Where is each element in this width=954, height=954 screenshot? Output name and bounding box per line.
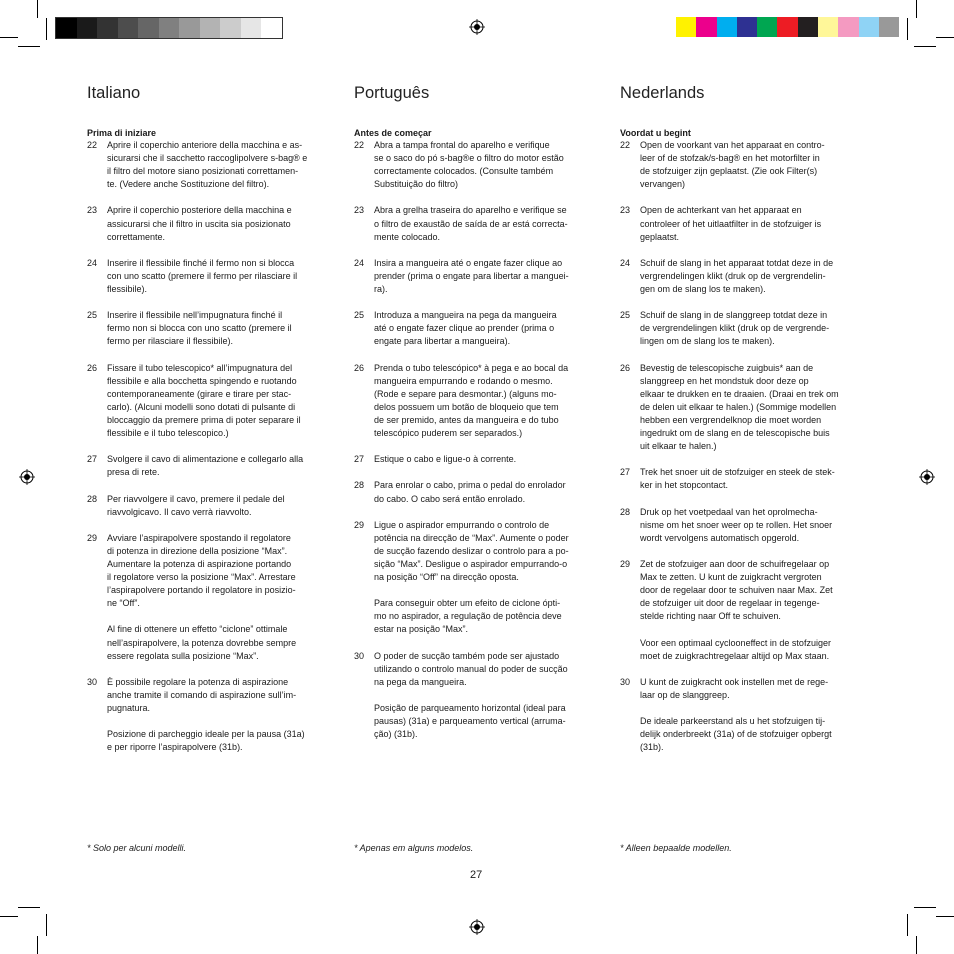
step-number: 28 (620, 506, 631, 517)
instruction-item (620, 204, 867, 243)
footnote: * Alleen bepaalde modellen. (620, 843, 732, 853)
crop-mark (914, 907, 936, 908)
step-number: 29 (620, 559, 631, 569)
instruction-item (620, 362, 867, 454)
gray-swatch (179, 18, 200, 38)
step-number: 26 (354, 362, 365, 373)
step-text: Estique o cabo e ligue-o à corrente. (374, 454, 517, 465)
step-number: 28 (87, 493, 98, 504)
step-number: 30 (87, 676, 98, 687)
step-text: Para enrolar o cabo, prima o pedal do enrolador do cabo. O cabo será então enrolado. (374, 480, 566, 504)
step-number: 25 (354, 310, 365, 321)
step-text: Open de voorkant van het apparaat en contro- leer of de stofzak/s-bag® en het motorfilter in de stofzuiger zijn geplaatst. (Zie ook Filter(s) vervangen) (640, 140, 825, 190)
step-number: 22 (354, 140, 365, 150)
color-swatch (757, 17, 777, 37)
step-text: Trek het snoer uit de stofzuiger en steek de stek- ker in het stopcontact. (640, 467, 835, 491)
step-number: 25 (87, 310, 98, 321)
step-text: Introduza a mangueira na pega da mangueira até o engate fazer clique ao prender (prima o engate para libertar a mangueira). (374, 310, 557, 347)
instruction-item (620, 257, 867, 296)
step-text: Schuif de slang in de slanggreep totdat deze in de vergrendelingen klikt (druk op de vergrende- lingen om de slang los te maken). (640, 310, 830, 347)
crop-mark (37, 0, 38, 18)
color-calibration-bar (676, 17, 899, 37)
instruction-item (87, 453, 334, 479)
step-number: 29 (87, 532, 98, 543)
color-swatch (838, 17, 858, 37)
step-number: 30 (354, 650, 365, 661)
gray-swatch (97, 18, 118, 38)
step-text: O poder de sucção também pode ser ajustado utilizando o controlo manual do poder de sucção na pega da mangueira. Posição de parqueamento horizontal (ideal para pausas) (31a) e parqueamento vertical (arruma- ção) (31b). (374, 650, 568, 740)
crop-mark (18, 907, 40, 908)
crop-mark (46, 18, 47, 40)
instruction-item (87, 676, 334, 755)
section-heading: Antes de começar (354, 128, 432, 138)
step-text: Bevestig de telescopische zuigbuis* aan de slanggreep en het mondstuk door deze op elkaar te drukken en te draaien. (Draai en trek om de delen uit elkaar te halen.) (Sommige modellen hebben een vergrendelknop die moet worden ingedrukt om de slang en de telescopische buis uit elkaar te halen.) (640, 362, 839, 452)
step-text: Inserire il flessibile finché il fermo non si blocca con uno scatto (premere il fermo per rilasciare il flessibile). (107, 257, 298, 295)
gray-swatch (200, 18, 221, 38)
color-swatch (737, 17, 757, 37)
step-text: Druk op het voetpedaal van het oprolmecha- nisme om het snoer weer op te rollen. Het snoer wordt vervolgens automatisch opgerold. (640, 506, 833, 543)
instruction-item (354, 139, 601, 191)
step-number: 24 (620, 257, 631, 268)
column-italiano (87, 84, 334, 768)
crop-mark (37, 936, 38, 954)
step-text: Aprire il coperchio posteriore della macchina e assicurarsi che il filtro in uscita sia posizionato correttamente. (107, 205, 292, 242)
color-swatch (696, 17, 716, 37)
instruction-item (87, 204, 334, 243)
footnote: * Apenas em alguns modelos. (354, 843, 474, 853)
instruction-item (620, 558, 867, 663)
gray-swatch (118, 18, 139, 38)
step-number: 30 (620, 676, 631, 687)
step-text: Insira a mangueira até o engate fazer clique ao prender (prima o engate para libertar a manguei- ra). (374, 257, 569, 295)
step-number: 23 (87, 205, 98, 216)
column-nederlands (620, 84, 867, 768)
step-text: Prenda o tubo telescópico* à pega e ao bocal da mangueira empurrando e rodando o mesmo. (Rode e separe para desmontar.) (alguns mo- delos possuem um botão de bloqueio que tem de ser premido, antes da mangueira e do tubo telescópico puderem ser separados.) (374, 362, 569, 439)
step-number: 27 (620, 467, 631, 478)
gray-swatch (138, 18, 159, 38)
registration-mark-icon (919, 469, 935, 485)
step-text: È possibile regolare la potenza di aspirazione anche tramite il comando di aspirazione sull’im- pugnatura. Posizione di parcheggio ideale per la pausa (31a) e per riporre l’aspirapolvere (31b). (107, 676, 305, 753)
color-swatch (818, 17, 838, 37)
instruction-item (354, 257, 601, 296)
crop-mark (907, 914, 908, 936)
crop-mark (916, 936, 917, 954)
gray-swatch (241, 18, 262, 38)
instruction-item (87, 532, 334, 663)
instruction-item (620, 139, 867, 191)
language-title: Italiano (87, 84, 141, 102)
instruction-item (354, 479, 601, 505)
instruction-item (354, 650, 601, 742)
step-number: 28 (354, 480, 365, 491)
registration-mark-icon (469, 919, 485, 935)
instruction-item (620, 506, 867, 545)
step-text: Aprire il coperchio anteriore della macchina e as- sicurarsi che il sacchetto raccoglipolvere s-bag® e il filtro del motore siano posizionati correttamen- te. (Vedere anche Sostituzione del filtro). (107, 140, 308, 190)
step-number: 23 (620, 205, 631, 216)
instruction-item (87, 139, 334, 191)
gray-swatch (261, 18, 282, 38)
gray-swatch (159, 18, 180, 38)
instruction-item (87, 257, 334, 296)
crop-mark (0, 916, 18, 917)
step-number: 23 (354, 205, 365, 216)
page-number: 27 (470, 869, 483, 881)
instruction-item (354, 362, 601, 441)
color-swatch (798, 17, 818, 37)
instruction-item (620, 676, 867, 755)
step-number: 29 (354, 519, 365, 530)
step-text: Abra a grelha traseira do aparelho e verifique se o filtro de exaustão de saída de ar está correcta- mente colocado. (374, 205, 568, 242)
crop-mark (936, 37, 954, 38)
instruction-item (354, 309, 601, 348)
step-text: Ligue o aspirador empurrando o controlo de potência na direcção de “Max”. Aumente o poder de sucção fazendo deslizar o controlo para a po- sição “Max”. Desligue o aspirador empurrando-o na posição “Off” na direcção oposta. Para conseguir obter um efeito de ciclone ópti- mo no aspirador, a regulação de potência deve estar na posição “Max”. (374, 519, 569, 635)
gray-swatch (56, 18, 77, 38)
color-swatch (859, 17, 879, 37)
instruction-item (620, 466, 867, 492)
instruction-list (620, 139, 867, 754)
instruction-item (354, 519, 601, 637)
crop-mark (46, 914, 47, 936)
step-number: 22 (87, 140, 98, 150)
step-number: 24 (354, 257, 365, 268)
step-number: 24 (87, 257, 98, 268)
grayscale-calibration-bar (55, 17, 283, 39)
step-text: U kunt de zuigkracht ook instellen met de rege- laar op de slanggreep. De ideale parkeerstand als u het stofzuigen tij- delijk onderbreekt (31a) of de stofzuiger opbergt (31b). (640, 676, 832, 753)
gray-swatch (77, 18, 98, 38)
step-number: 26 (620, 362, 631, 373)
crop-mark (936, 916, 954, 917)
registration-mark-icon (469, 19, 485, 35)
crop-mark (914, 46, 936, 47)
step-text: Per riavvolgere il cavo, premere il pedale del riavvolgicavo. Il cavo verrà riavvolto. (107, 493, 285, 517)
footnote: * Solo per alcuni modelli. (87, 843, 187, 853)
step-text: Schuif de slang in het apparaat totdat deze in de vergrendelingen klikt (druk op de vergrendelin- gen om de slang los te maken). (640, 257, 834, 295)
column-portugues (354, 84, 601, 754)
step-text: Fissare il tubo telescopico* all’impugnatura del flessibile e alla bocchetta spingendo e ruotando contemporaneamente (girare e tirare per stac- carlo). (Alcuni modelli sono dotati di pulsante di bloccaggio da premere prima di poter separare il flessibile e il tubo telescopico.) (107, 362, 301, 439)
crop-mark (18, 46, 40, 47)
step-text: Avviare l’aspirapolvere spostando il regolatore di potenza in direzione della posizione “Max”. Aumentare la potenza di aspirazione portando il regolatore verso la posizione “Max”. Arrestare l’aspirapolvere portando il regolatore in posizio- ne “Off”. Al fine di ottenere un effetto “ciclone” ottimale nell’aspirapolvere, la potenza dovrebbe sempre essere regolata sulla posizione “Max”. (107, 532, 297, 661)
step-text: Svolgere il cavo di alimentazione e collegarlo alla presa di rete. (107, 454, 304, 478)
instruction-item (620, 309, 867, 348)
instruction-item (87, 309, 334, 348)
language-title: Português (354, 84, 430, 102)
instruction-list (354, 139, 601, 741)
instruction-item (87, 493, 334, 519)
step-number: 27 (87, 454, 98, 465)
registration-mark-icon (19, 469, 35, 485)
section-heading: Prima di iniziare (87, 128, 157, 138)
instruction-item (87, 362, 334, 441)
step-text: Open de achterkant van het apparaat en controleer of het uitlaatfilter in de stofzuiger is geplaatst. (640, 205, 822, 242)
step-number: 27 (354, 454, 365, 465)
language-title: Nederlands (620, 84, 705, 102)
instruction-list (87, 139, 334, 754)
crop-mark (0, 37, 18, 38)
step-text: Zet de stofzuiger aan door de schuifregelaar op Max te zetten. U kunt de zuigkracht vergroten door de regelaar door te schuiven naar Max. Zet de stofzuiger uit door de regelaar in tegenge- stelde richting naar Off te schuiven. Voor een optimaal cyclooneffect in de stofzuiger moet de zuigkrachtregelaar altijd op Max staan. (640, 559, 833, 661)
color-swatch (777, 17, 797, 37)
step-number: 25 (620, 310, 631, 321)
color-swatch (879, 17, 899, 37)
instruction-item (354, 453, 601, 466)
color-swatch (676, 17, 696, 37)
step-number: 26 (87, 362, 98, 373)
crop-mark (916, 0, 917, 18)
step-number: 22 (620, 140, 631, 150)
crop-mark (907, 18, 908, 40)
section-heading: Voordat u begint (620, 128, 691, 138)
color-swatch (717, 17, 737, 37)
gray-swatch (220, 18, 241, 38)
step-text: Inserire il flessibile nell’impugnatura finché il fermo non si blocca con uno scatto (premere il fermo per rilasciare il flessibile). (107, 310, 292, 347)
instruction-item (354, 204, 601, 243)
step-text: Abra a tampa frontal do aparelho e verifique se o saco do pó s-bag®e o filtro do motor estão correctamente colocados. (Consulte também Substituição do filtro) (374, 140, 564, 190)
